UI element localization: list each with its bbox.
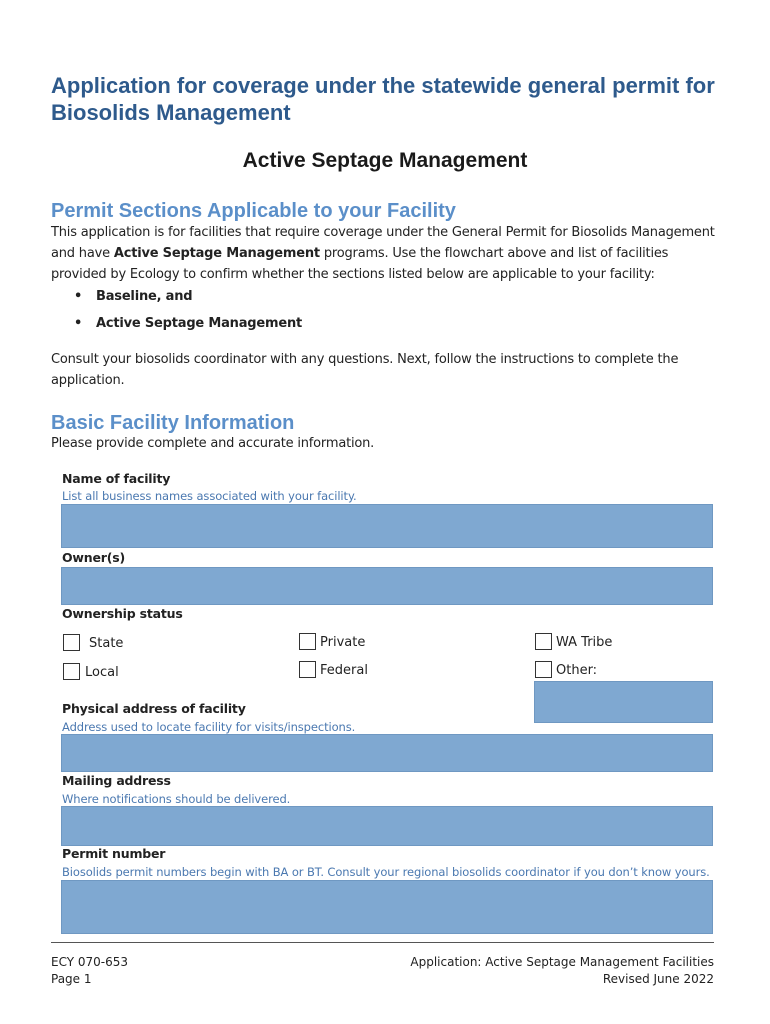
- facility-name-label: Name of facility: [62, 471, 171, 486]
- private-label: Private: [320, 635, 366, 650]
- intro-text-2: programs. Use the flowchart above and list of facilities provided by Ecology to confirm whether the sections listed below are applicable to your facility:: [51, 246, 669, 282]
- intro-text-1: This application is for facilities that require coverage under the General Permit for Biosolids Management and have: [51, 225, 715, 261]
- footer-right: [410, 954, 714, 988]
- basic-info-intro: Please provide complete and accurate information.: [51, 436, 375, 451]
- list-item-text: Baseline, and: [96, 289, 193, 304]
- physical-address-field[interactable]: [61, 734, 713, 772]
- basic-info-heading: Basic Facility Information: [51, 412, 295, 434]
- intro-bold: Active Septage Management: [113, 246, 320, 261]
- local-checkbox[interactable]: [63, 663, 80, 680]
- federal-checkbox[interactable]: [299, 661, 316, 678]
- consult-text: Consult your biosolids coordinator with any questions. Next, follow the instructions to complete the application.: [51, 352, 679, 388]
- other-label: Other:: [556, 663, 598, 678]
- mailing-address-hint: Where notifications should be delivered.: [62, 792, 291, 806]
- list-item-text: Active Septage Management: [96, 316, 303, 331]
- footer-doc-title: Application: Active Septage Management Facilities: [410, 955, 714, 969]
- page-title: Application for coverage under the statewide general permit for Biosolids Management: [51, 73, 715, 125]
- page-number: Page 1: [51, 972, 92, 986]
- permit-number-field[interactable]: [61, 880, 713, 934]
- wa-tribe-checkbox[interactable]: [535, 633, 552, 650]
- other-ownership-field[interactable]: [534, 681, 713, 723]
- local-label: Local: [85, 665, 119, 680]
- mailing-address-field[interactable]: [61, 806, 713, 846]
- permit-sections-intro: [51, 222, 721, 285]
- owners-label: Owner(s): [62, 550, 125, 565]
- bullet-icon: •: [74, 289, 83, 304]
- form-id: ECY 070-653: [51, 955, 129, 969]
- federal-label: Federal: [320, 663, 368, 678]
- footer-revised: Revised June 2022: [602, 972, 714, 986]
- bullet-icon: •: [74, 316, 83, 331]
- permit-number-label: Permit number: [62, 846, 166, 861]
- footer-left: [51, 954, 128, 988]
- physical-address-hint: Address used to locate facility for visits/inspections.: [62, 720, 356, 734]
- facility-name-field[interactable]: [61, 504, 713, 548]
- permit-sections-heading: Permit Sections Applicable to your Facility: [51, 200, 456, 222]
- mailing-address-label: Mailing address: [62, 773, 171, 788]
- page-subtitle: Active Septage Management: [242, 149, 528, 172]
- wa-tribe-label: WA Tribe: [556, 635, 613, 650]
- list-item: [74, 316, 302, 331]
- footer-divider: [51, 942, 714, 943]
- ownership-status-label: Ownership status: [62, 606, 183, 621]
- state-checkbox[interactable]: [63, 634, 80, 651]
- facility-name-hint: List all business names associated with your facility.: [62, 489, 357, 503]
- owners-field[interactable]: [61, 567, 713, 605]
- private-checkbox[interactable]: [299, 633, 316, 650]
- permit-number-hint: Biosolids permit numbers begin with BA or BT. Consult your regional biosolids coordinator if you don’t know yours.: [62, 865, 710, 879]
- other-checkbox[interactable]: [535, 661, 552, 678]
- physical-address-label: Physical address of facility: [62, 701, 246, 716]
- state-label: State: [89, 636, 124, 651]
- list-item: [74, 289, 192, 304]
